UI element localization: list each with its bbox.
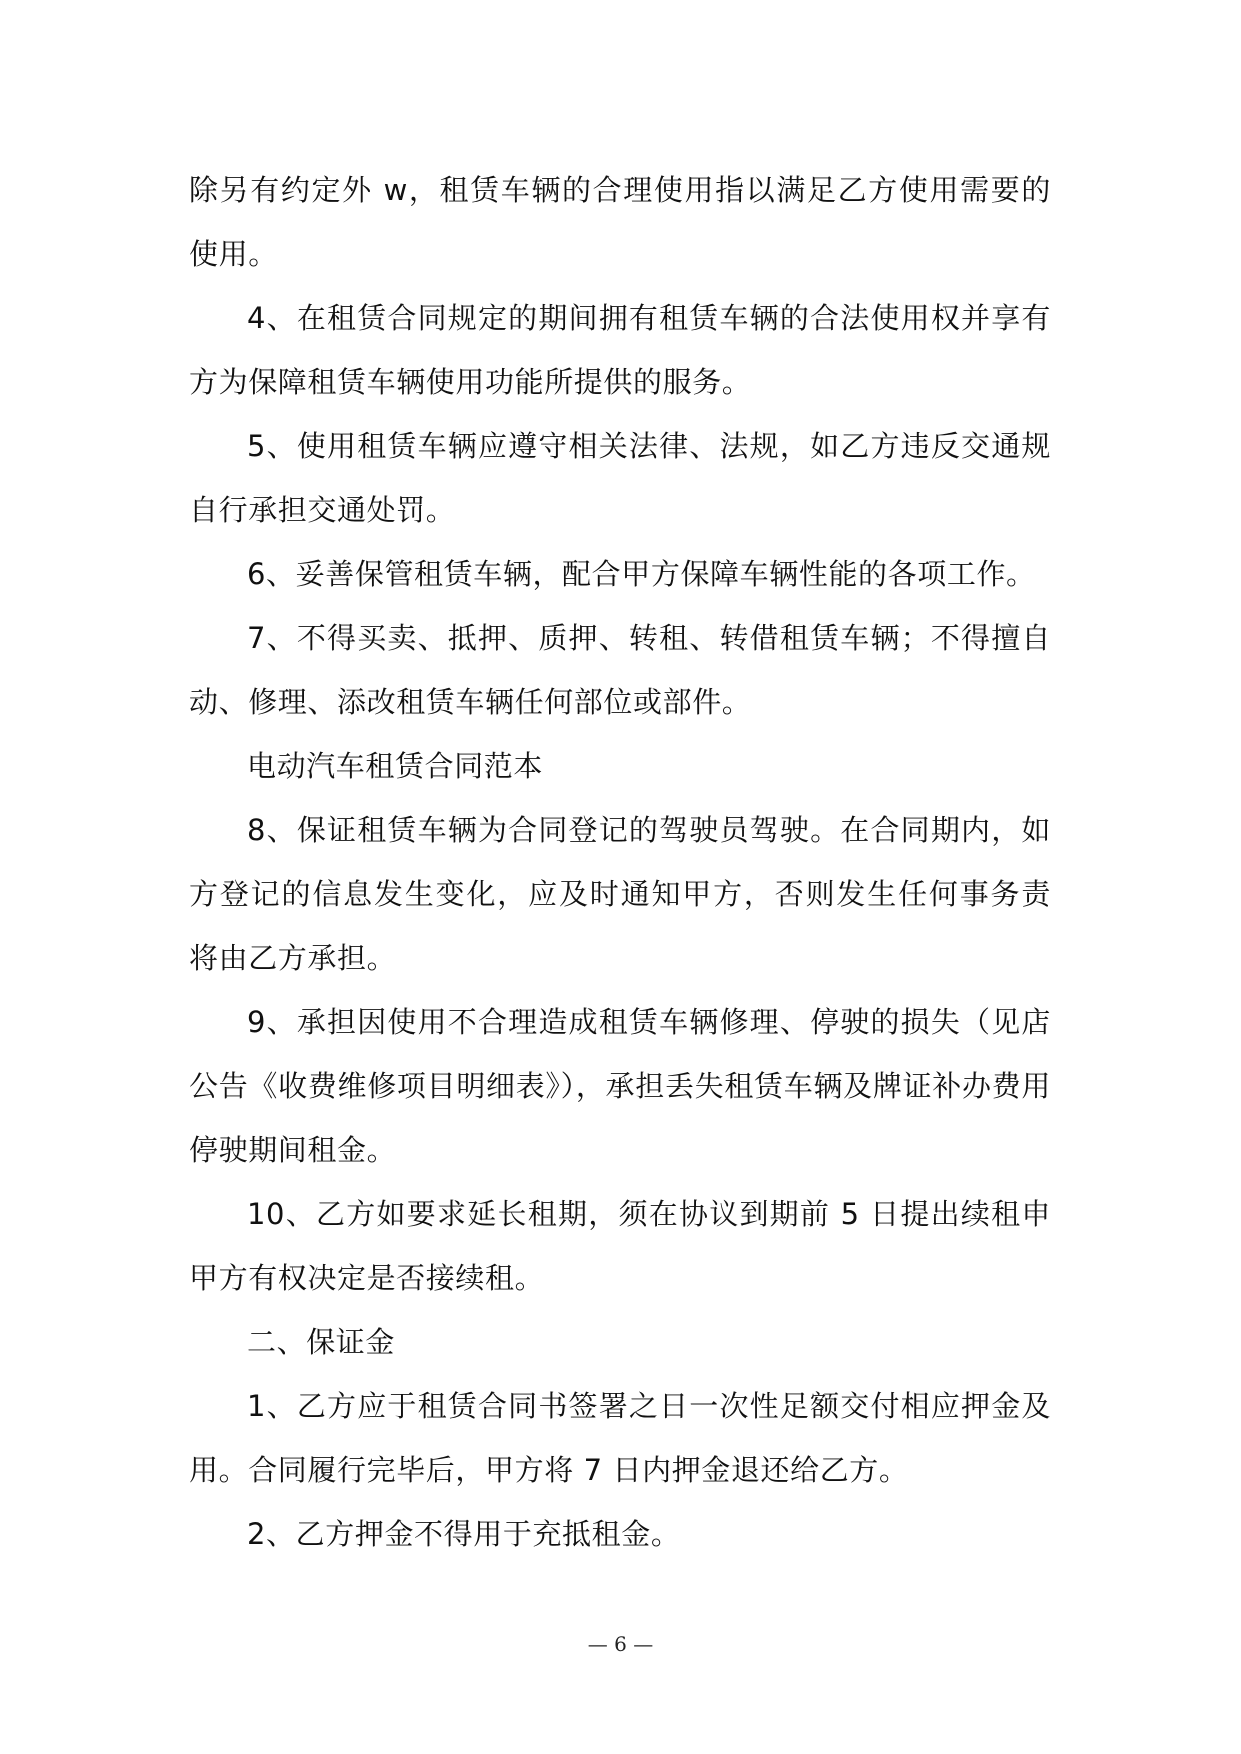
text-line: 4、在租赁合同规定的期间拥有租赁车辆的合法使用权并享有 — [247, 301, 1051, 335]
text-line: 甲方有权决定是否接续租。 — [189, 1261, 545, 1295]
text-line: 用。合同履行完毕后，甲方将 7 日内押金退还给乙方。 — [189, 1453, 909, 1487]
text-line: 6、妥善保管租赁车辆，配合甲方保障车辆性能的各项工作。 — [247, 557, 1036, 591]
text-line: 9、承担因使用不合理造成租赁车辆修理、停驶的损失（见店 — [247, 1005, 1051, 1039]
section-heading: 电动汽车租赁合同范本 — [247, 749, 544, 783]
document-body — [189, 158, 1051, 1566]
text-line: 停驶期间租金。 — [189, 1133, 397, 1167]
text-line: 10、乙方如要求延长租期，须在协议到期前 5 日提出续租申 — [247, 1197, 1051, 1231]
text-line: 方为保障租赁车辆使用功能所提供的服务。 — [189, 365, 752, 399]
text-line: 1、乙方应于租赁合同书签署之日一次性足额交付相应押金及 — [247, 1389, 1051, 1423]
text-line: 8、保证租赁车辆为合同登记的驾驶员驾驶。在合同期内，如 — [247, 813, 1051, 847]
text-line: 使用。 — [189, 237, 278, 271]
text-line: 动、修理、添改租赁车辆任何部位或部件。 — [189, 685, 752, 719]
section-heading: 二、保证金 — [247, 1325, 396, 1359]
text-line: 公告《收费维修项目明细表》），承担丢失租赁车辆及牌证补办费用 — [189, 1069, 1051, 1103]
text-line: 2、乙方押金不得用于充抵租金。 — [247, 1517, 681, 1551]
text-line: 5、使用租赁车辆应遵守相关法律、法规，如乙方违反交通规 — [247, 429, 1051, 463]
text-line: 自行承担交通处罚。 — [189, 493, 456, 527]
text-line: 将由乙方承担。 — [189, 941, 397, 975]
text-line: 除另有约定外 w，租赁车辆的合理使用指以满足乙方使用需要的 — [189, 173, 1051, 207]
page-number: — 6 — — [587, 1632, 654, 1656]
text-line: 7、不得买卖、抵押、质押、转租、转借租赁车辆；不得擅自 — [247, 621, 1051, 655]
text-line: 方登记的信息发生变化，应及时通知甲方，否则发生任何事务责 — [189, 877, 1051, 911]
